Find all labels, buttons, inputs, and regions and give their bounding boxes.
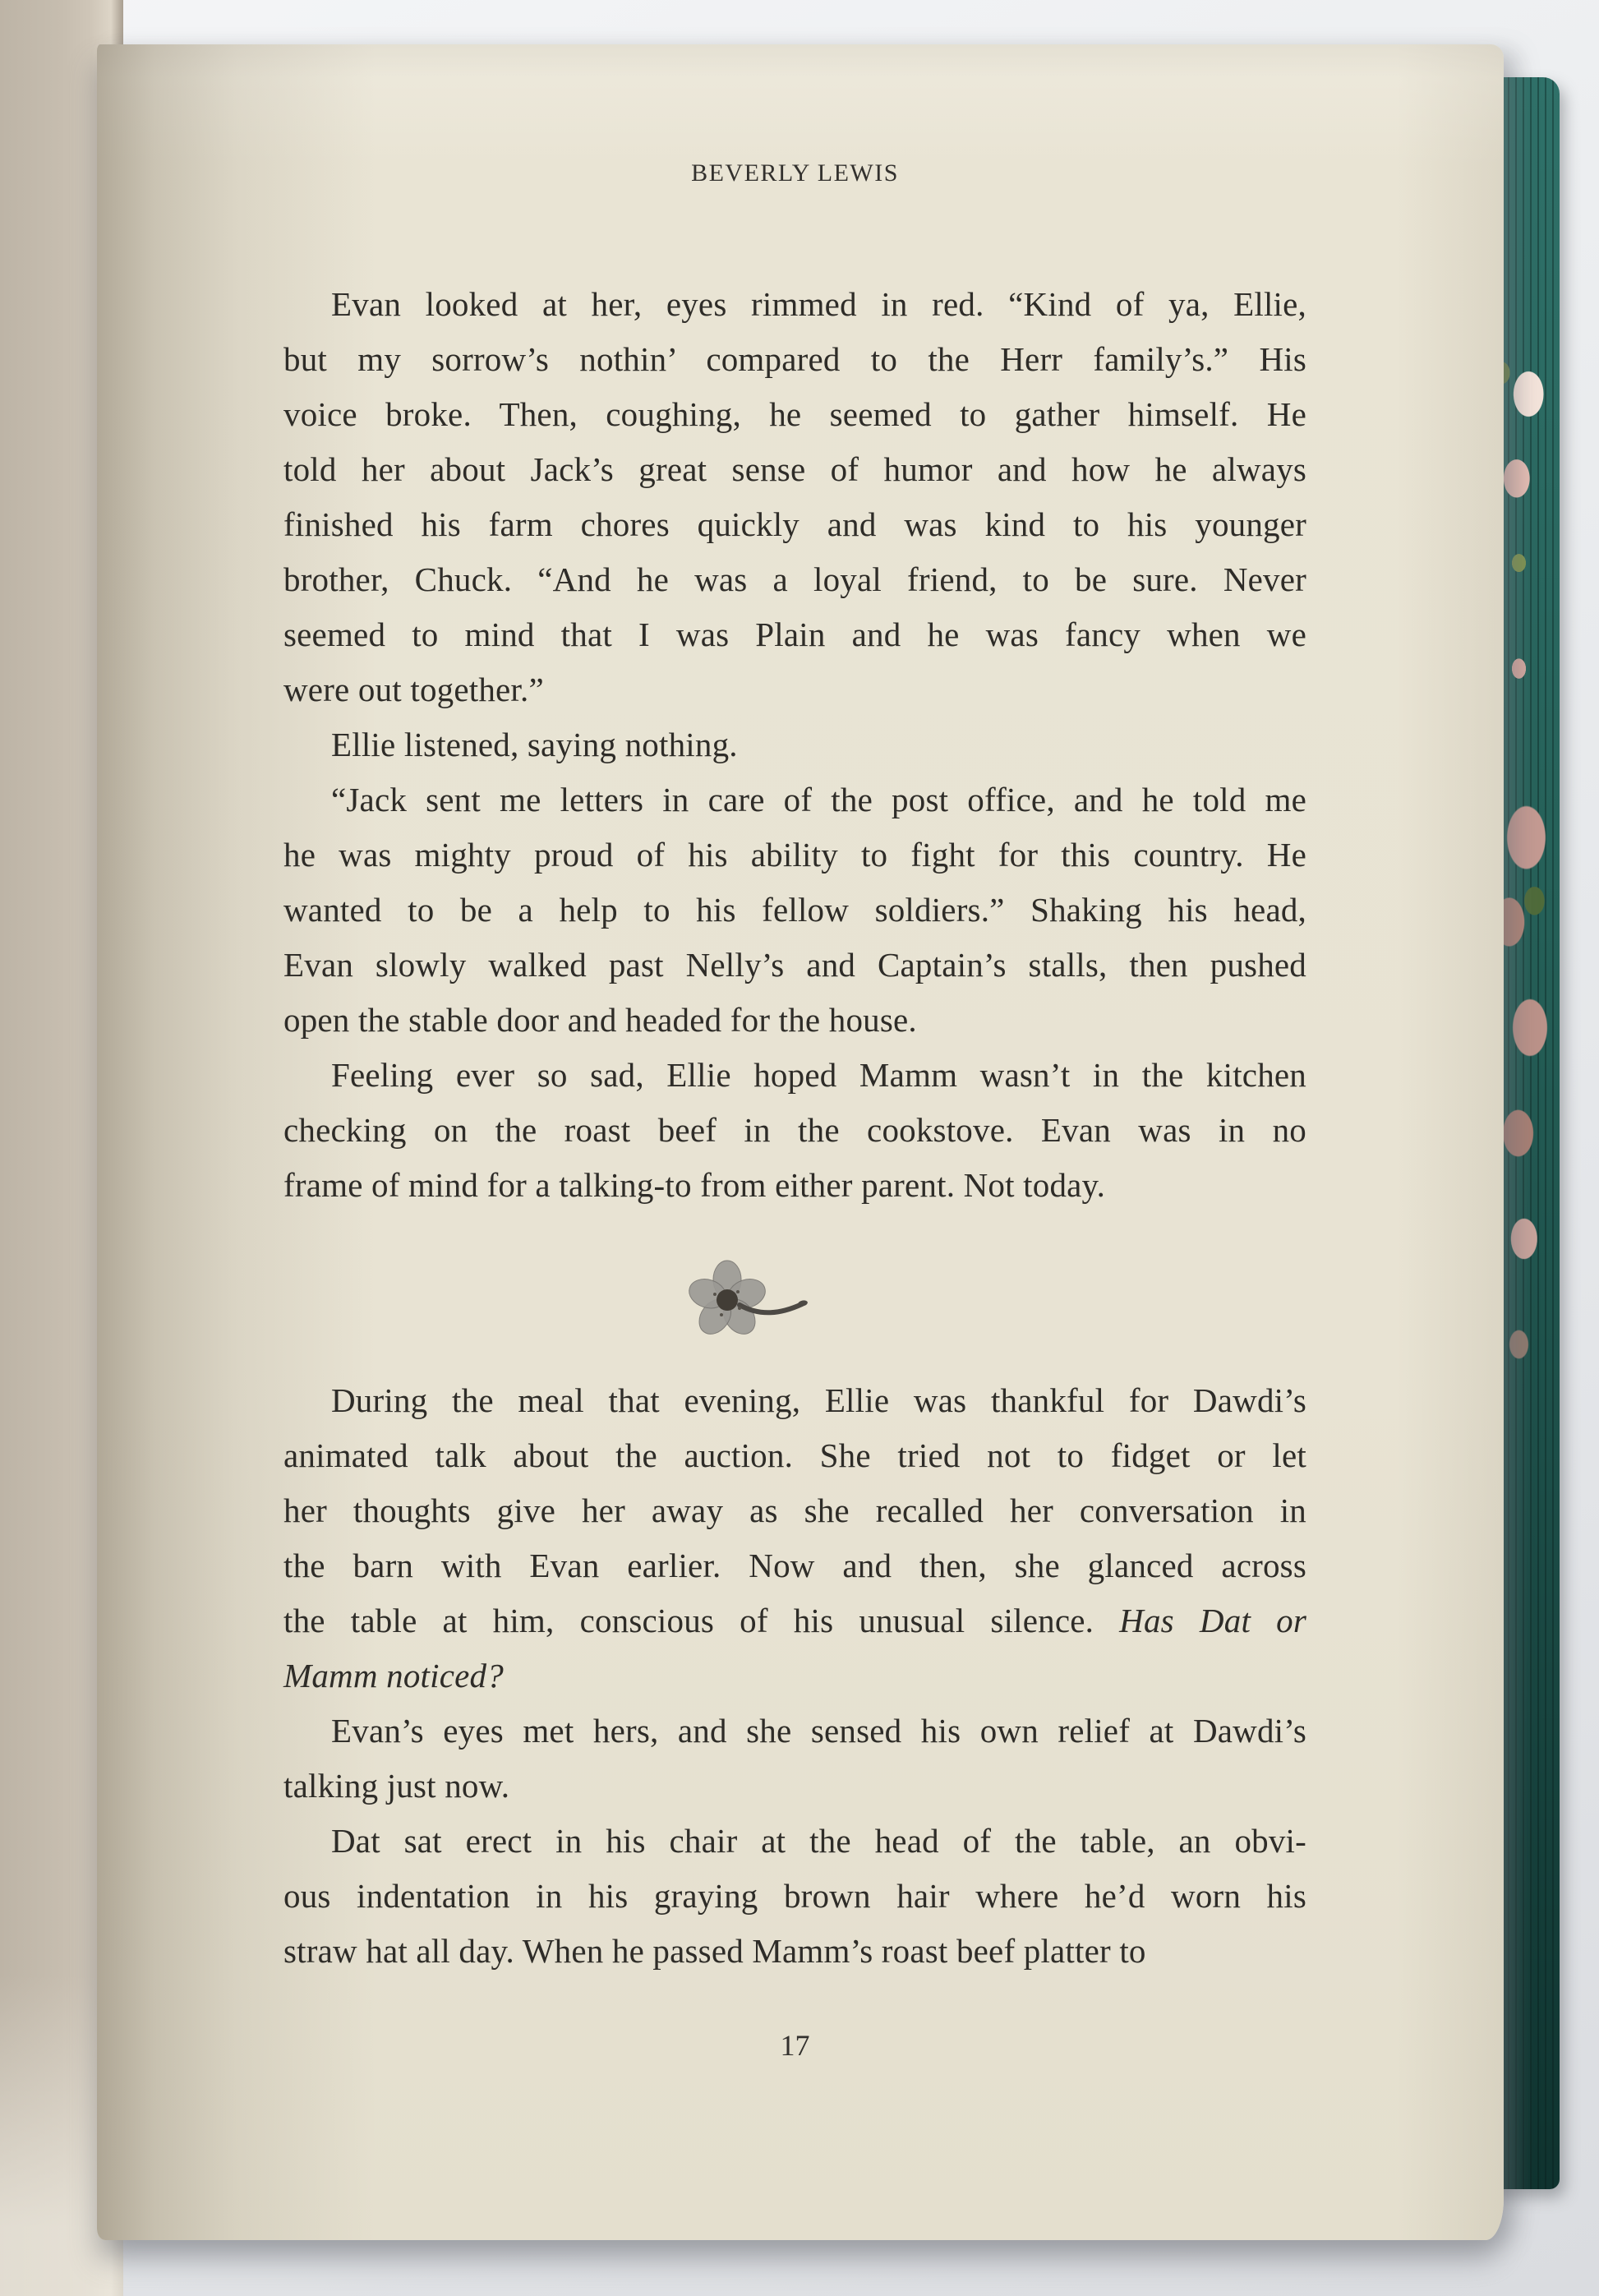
body-line (283, 1158, 1306, 1213)
body-line (283, 1869, 1306, 1924)
text-run: seemed to mind that I was Plain and he was fancy when we (283, 615, 1306, 653)
text-run: During the meal that evening, Ellie was thankful for Dawdi’s (331, 1381, 1306, 1419)
text-run: he was mighty proud of his ability to fight for this country. He (283, 836, 1306, 874)
body-line (283, 607, 1306, 662)
text-run: wanted to be a help to his fellow soldiers.” Shaking his head, (283, 891, 1306, 929)
text-section-upper (283, 277, 1306, 1213)
body-line (283, 387, 1306, 442)
book-page (97, 44, 1504, 2240)
body-line (283, 552, 1306, 607)
text-run: voice broke. Then, coughing, he seemed to gather himself. He (283, 395, 1306, 433)
body-line (283, 938, 1306, 993)
body-line (283, 1373, 1306, 1428)
body-line (283, 1814, 1306, 1869)
text-run: were out together.” (283, 671, 544, 708)
text-run: Has Dat or (1119, 1602, 1306, 1639)
body-line (283, 717, 1306, 772)
text-run: checking on the roast beef in the cookstove. Evan was in no (283, 1111, 1306, 1149)
text-run: Evan’s eyes met hers, and she sensed his own relief at Dawdi’s (331, 1712, 1306, 1750)
body-line (283, 1048, 1306, 1103)
body-line (283, 1538, 1306, 1593)
body-line (283, 1593, 1306, 1648)
body-line (283, 1428, 1306, 1483)
text-run: talking just now. (283, 1767, 510, 1805)
text-run: open the stable door and headed for the house. (283, 1001, 917, 1039)
body-line (283, 497, 1306, 552)
running-head: BEVERLY LEWIS (691, 159, 899, 187)
text-run: animated talk about the auction. She tried not to fidget or let (283, 1436, 1306, 1474)
body-line (283, 828, 1306, 883)
body-line (283, 1103, 1306, 1158)
body-line (283, 1759, 1306, 1814)
text-run: Evan looked at her, eyes rimmed in red. “Kind of ya, Ellie, (331, 285, 1306, 323)
text-run: “Jack sent me letters in care of the post office, and he told me (331, 781, 1306, 818)
text-run: but my sorrow’s nothin’ compared to the Herr family’s.” His (283, 340, 1306, 378)
flower-ornament (682, 1257, 822, 1348)
body-line (283, 993, 1306, 1048)
text-run: straw hat all day. When he passed Mamm’s roast beef platter to (283, 1932, 1146, 1970)
text-run: the barn with Evan earlier. Now and then, she glanced across (283, 1547, 1306, 1584)
text-run: finished his farm chores quickly and was kind to his younger (283, 505, 1306, 543)
body-line (283, 1704, 1306, 1759)
text-run: Mamm noticed? (283, 1657, 504, 1694)
text-run: ous indentation in his graying brown hair where he’d worn his (283, 1877, 1306, 1915)
text-run: the table at him, conscious of his unusual silence. (283, 1602, 1120, 1639)
body-line (283, 1648, 1306, 1704)
body-line (283, 1924, 1306, 1979)
text-run: brother, Chuck. “And he was a loyal friend, to be sure. Never (283, 560, 1306, 598)
text-run: told her about Jack’s great sense of humor and how he always (283, 450, 1306, 488)
page-number: 17 (780, 2029, 810, 2062)
body-line (283, 277, 1306, 332)
text-run: her thoughts give her away as she recalled her conversation in (283, 1491, 1306, 1529)
text-run: Ellie listened, saying nothing. (331, 726, 738, 763)
body-line (283, 442, 1306, 497)
text-run: frame of mind for a talking-to from either parent. Not today. (283, 1166, 1106, 1204)
body-line (283, 662, 1306, 717)
body-line (283, 772, 1306, 828)
text-run: Dat sat erect in his chair at the head of the table, an obvi- (331, 1822, 1306, 1860)
body-line (283, 883, 1306, 938)
text-section-lower (283, 1373, 1306, 1979)
text-run: Evan slowly walked past Nelly’s and Captain’s stalls, then pushed (283, 946, 1306, 984)
body-line (283, 1483, 1306, 1538)
body-line (283, 332, 1306, 387)
text-run: Feeling ever so sad, Ellie hoped Mamm wasn’t in the kitchen (331, 1056, 1306, 1094)
